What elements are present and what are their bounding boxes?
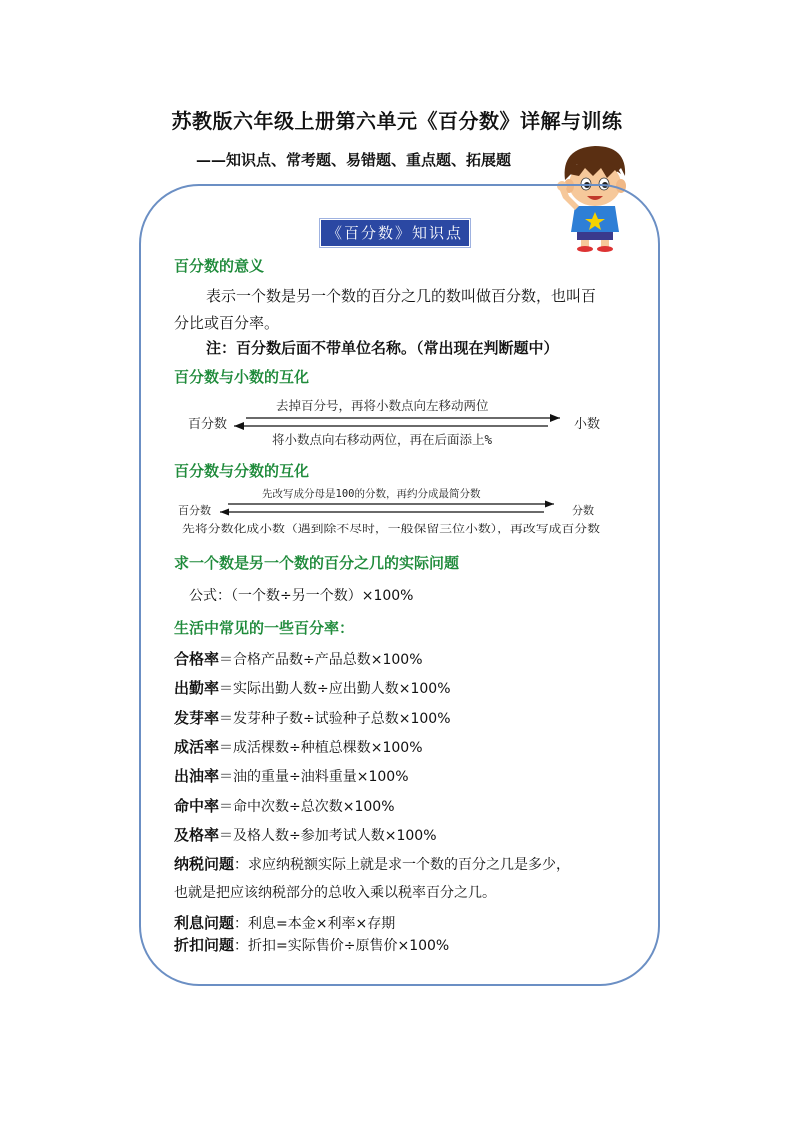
- heading-practical-problem: 求一个数是另一个数的百分之几的实际问题: [174, 554, 460, 572]
- decimal-conversion-diagram: [180, 394, 610, 452]
- meaning-text-line1: 表示一个数是另一个数的百分之几的数叫做百分数，也叫百: [206, 287, 597, 305]
- arrow-right-head: [550, 414, 560, 422]
- rate-row: [174, 648, 423, 669]
- heading-fraction-conversion: 百分数与分数的互化: [174, 462, 310, 480]
- discount-text: ：折扣=实际售价÷原售价×100%: [234, 938, 450, 954]
- rate-formula: ＝成活棵数÷种植总棵数×100%: [219, 739, 423, 756]
- decimal-left-label: 百分数: [188, 417, 228, 432]
- rate-term: 合格率: [174, 650, 220, 668]
- fraction-conversion-diagram: [176, 484, 608, 540]
- interest-text: ：利息=本金×利率×存期: [234, 916, 396, 932]
- tax-text-line2: 也就是把应该纳税部分的总收入乘以税率百分之几。: [174, 885, 496, 901]
- knowledge-banner: 《百分数》知识点: [321, 220, 469, 246]
- tax-line1: [174, 853, 570, 874]
- rate-row: [174, 795, 395, 816]
- rate-formula: ＝合格产品数÷产品总数×100%: [219, 652, 423, 668]
- fraction-arrow-right-head: [545, 501, 554, 508]
- rate-row: [174, 707, 451, 728]
- rate-term: 及格率: [174, 825, 220, 844]
- interest-line: [174, 912, 395, 933]
- heading-meaning: 百分数的意义: [174, 257, 265, 275]
- heading-common-rates: 生活中常见的一些百分率：: [174, 619, 355, 637]
- formula-text: 公式：（一个数÷另一个数）×100%: [189, 588, 414, 604]
- rate-formula: ＝油的重量÷油料重量×100%: [219, 769, 409, 786]
- decimal-bottom-label: 将小数点向右移动两位，再在后面添上%: [272, 432, 493, 447]
- rate-formula: ＝实际出勤人数÷应出勤人数×100%: [219, 681, 451, 698]
- rate-term: 出勤率: [174, 679, 220, 698]
- fraction-top-label: 先改写成分母是100的分数，再约分成最简分数: [262, 488, 481, 500]
- fraction-right-label: 分数: [572, 504, 594, 517]
- arrow-left-head: [234, 422, 244, 430]
- meaning-note: 注：百分数后面不带单位名称。（常出现在判断题中）: [206, 339, 559, 357]
- rate-term: 命中率: [174, 796, 220, 815]
- rate-formula: ＝及格人数÷参加考试人数×100%: [219, 827, 437, 844]
- page-title: 苏教版六年级上册第六单元《百分数》详解与训练: [171, 109, 623, 133]
- page-subtitle: ——知识点、常考题、易错题、重点题、拓展题: [196, 151, 512, 169]
- discount-term: 折扣问题: [174, 936, 235, 954]
- rate-formula: ＝命中次数÷总次数×100%: [219, 798, 395, 815]
- tax-text-line1: ：求应纳税额实际上就是求一个数的百分之几是多少，: [234, 857, 571, 873]
- tax-term: 纳税问题: [174, 855, 235, 873]
- discount-line: [174, 934, 449, 955]
- fraction-arrow-left-head: [220, 509, 229, 516]
- rate-formula: ＝发芽种子数÷试验种子总数×100%: [219, 710, 451, 727]
- decimal-top-label: 去掉百分号，再将小数点向左移动两位: [276, 398, 489, 413]
- rate-row: [174, 677, 451, 698]
- rate-term: 出油率: [174, 767, 220, 786]
- rate-row: [174, 736, 423, 757]
- interest-term: 利息问题: [174, 914, 235, 932]
- rate-term: 成活率: [174, 737, 220, 756]
- rate-term: 发芽率: [174, 708, 220, 727]
- decimal-right-label: 小数: [574, 417, 601, 432]
- rate-row: [174, 824, 437, 845]
- meaning-text-line2: 分比或百分率。: [174, 314, 280, 332]
- heading-decimal-conversion: 百分数与小数的互化: [174, 368, 310, 386]
- rate-row: [174, 765, 409, 786]
- fraction-left-label: 百分数: [178, 504, 211, 517]
- fraction-bottom-label: 先将分数化成小数（遇到除不尽时，一般保留三位小数），再改写成百分数: [182, 523, 524, 535]
